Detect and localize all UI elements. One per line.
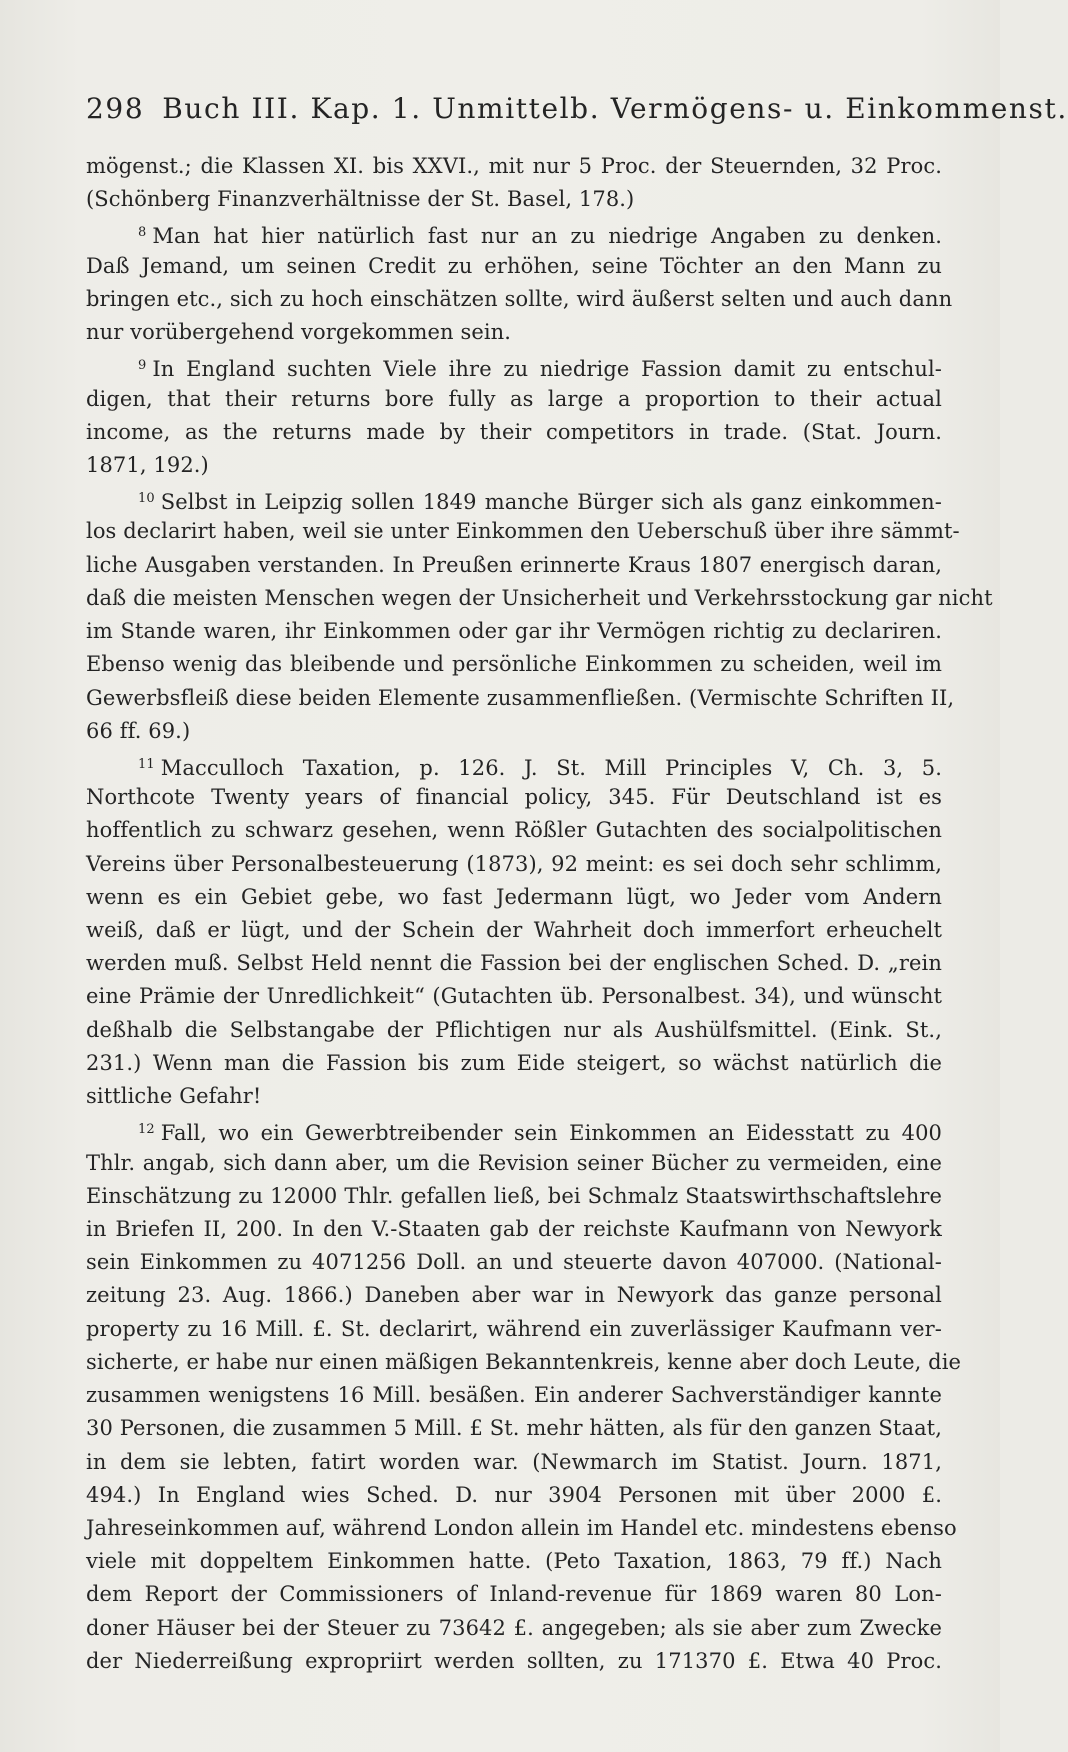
footnote-10-start: [86, 482, 942, 515]
text-line: viele mit doppeltem Einkommen hatte. (Peto Taxation, 1863, 79 ff.) Nach: [86, 1549, 942, 1574]
text-line: In England suchten Viele ihre zu niedrige Fassion damit zu entschul-: [152, 357, 942, 382]
text-line: eine Prämie der Unredlichkeit“ (Gutachten üb. Personalbest. 34), und wünscht: [86, 984, 942, 1009]
text-line: sicherte, er habe nur einen mäßigen Bekanntenkreis, kenne aber doch Leute, die: [86, 1349, 962, 1374]
text-line: income, as the returns made by their competitors in trade. (Stat. Journ.: [86, 419, 942, 444]
running-head: [86, 92, 1068, 126]
footnote-8-start: [86, 216, 942, 249]
footnotes-text: [86, 150, 993, 1678]
footnote-mark: 11: [138, 756, 155, 772]
footnote-12-start: [86, 1113, 942, 1146]
text-line: deßhalb die Selbstangabe der Pflichtigen nur als Aushülfsmittel. (Eink. St.,: [86, 1017, 942, 1042]
text-line: Thlr. angab, sich dann aber, um die Revision seiner Bücher zu vermeiden, eine: [86, 1150, 942, 1175]
footnote-11-start: [86, 748, 942, 781]
text-line: Vereins über Personalbesteuerung (1873), 92 meint: es sei doch sehr schlimm,: [86, 851, 942, 876]
text-line: Northcote Twenty years of financial policy, 345. Für Deutschland ist es: [86, 785, 942, 810]
text-line: zeitung 23. Aug. 1866.) Daneben aber war in Newyork das ganze personal: [86, 1283, 942, 1308]
text-line: bringen etc., sich zu hoch einschätzen sollte, wird äußerst selten und auch dann: [86, 286, 953, 311]
text-line: sein Einkommen zu 4071256 Doll. an und steuerte davon 407000. (National-: [86, 1250, 942, 1275]
text-line: zusammen wenigstens 16 Mill. besäßen. Ein anderer Sachverständiger kannte: [86, 1383, 942, 1408]
text-line: der Niederreißung expropriirt werden sollten, zu 171370 £. Etwa 40 Proc.: [86, 1648, 942, 1673]
text-line: mögenst.; die Klassen XI. bis XXVI., mit nur 5 Proc. der Steuernden, 32 Proc.: [86, 154, 942, 178]
text-line: Jahreseinkommen auf, während London allein im Handel etc. mindestens ebenso: [86, 1515, 957, 1540]
text-line: werden muß. Selbst Held nennt die Fassion bei der englischen Sched. D. „rein: [86, 951, 942, 976]
text-line: digen, that their returns bore fully as large a proportion to their actual: [86, 386, 942, 411]
footnote-mark: 12: [138, 1122, 155, 1138]
text-line: Fall, wo ein Gewerbtreibender sein Einkommen an Eidesstatt zu 400: [160, 1121, 942, 1146]
text-line: sittliche Gefahr!: [86, 1084, 262, 1109]
text-line: 30 Personen, die zusammen 5 Mill. £ St. mehr hätten, als für den ganzen Staat,: [86, 1416, 942, 1441]
text-line: hoffentlich zu schwarz gesehen, wenn Rößler Gutachten des socialpolitischen: [86, 818, 942, 843]
running-head-title: Buch III. Kap. 1. Unmittelb. Vermögens- u. Einkommenst.: [162, 92, 1068, 125]
text-line: Daß Jemand, um seinen Credit zu erhöhen, seine Töchter an den Mann zu: [86, 253, 942, 278]
text-line: Man hat hier natürlich fast nur an zu niedrige Angaben zu denken.: [152, 224, 942, 249]
text-line: Selbst in Leipzig sollen 1849 manche Bürger sich als ganz einkommen-: [160, 490, 942, 515]
text-line: 494.) In England wies Sched. D. nur 3904 Personen mit über 2000 £.: [86, 1482, 942, 1507]
text-line: Ebenso wenig das bleibende und persönliche Einkommen zu scheiden, weil im: [86, 652, 942, 677]
footnote-9-start: [86, 349, 942, 382]
text-line: in dem sie lebten, fatirt worden war. (Newmarch im Statist. Journ. 1871,: [86, 1449, 942, 1474]
text-line: doner Häuser bei der Steuer zu 73642 £. angegeben; als sie aber zum Zwecke: [86, 1615, 942, 1640]
text-line: property zu 16 Mill. £. St. declarirt, während ein zuverlässiger Kaufmann ver-: [86, 1316, 942, 1341]
footnote-mark: 10: [138, 491, 155, 507]
text-line: dem Report der Commissioners of Inland-revenue für 1869 waren 80 Lon-: [86, 1582, 942, 1607]
footnote-mark: 9: [138, 358, 147, 374]
text-line: 66 ff. 69.): [86, 718, 191, 743]
text-line: wenn es ein Gebiet gebe, wo fast Jedermann lügt, wo Jeder vom Andern: [86, 884, 942, 909]
text-line: nur vorübergehend vorgekommen sein.: [86, 320, 512, 345]
text-line: daß die meisten Menschen wegen der Unsicherheit und Verkehrsstockung gar nicht: [86, 585, 993, 610]
text-line: (Schönberg Finanzverhältnisse der St. Basel, 178.): [86, 187, 635, 212]
text-line: in Briefen II, 200. In den V.-Staaten gab der reichste Kaufmann von Newyork: [86, 1217, 942, 1241]
text-line: los declarirt haben, weil sie unter Einkommen den Ueberschuß über ihre sämmt-: [86, 519, 960, 544]
text-line: Macculloch Taxation, p. 126. J. St. Mill Principles V, Ch. 3, 5.: [160, 755, 942, 780]
page-number: 298: [86, 92, 145, 125]
text-line: Gewerbsfleiß diese beiden Elemente zusammenfließen. (Vermischte Schriften II,: [86, 685, 955, 710]
text-line: liche Ausgaben verstanden. In Preußen erinnerte Kraus 1807 energisch daran,: [86, 552, 942, 577]
text-line: im Stande waren, ihr Einkommen oder gar ihr Vermögen richtig zu declariren.: [86, 619, 942, 644]
text-line: weiß, daß er lügt, und der Schein der Wahrheit doch immerfort erheuchelt: [86, 918, 942, 943]
text-line: 1871, 192.): [86, 452, 209, 477]
text-line: 231.) Wenn man die Fassion bis zum Eide steigert, so wächst natürlich die: [86, 1050, 942, 1075]
text-line: Einschätzung zu 12000 Thlr. gefallen ließ, bei Schmalz Staatswirthschaftslehre: [86, 1183, 942, 1208]
footnote-mark: 8: [138, 225, 147, 241]
